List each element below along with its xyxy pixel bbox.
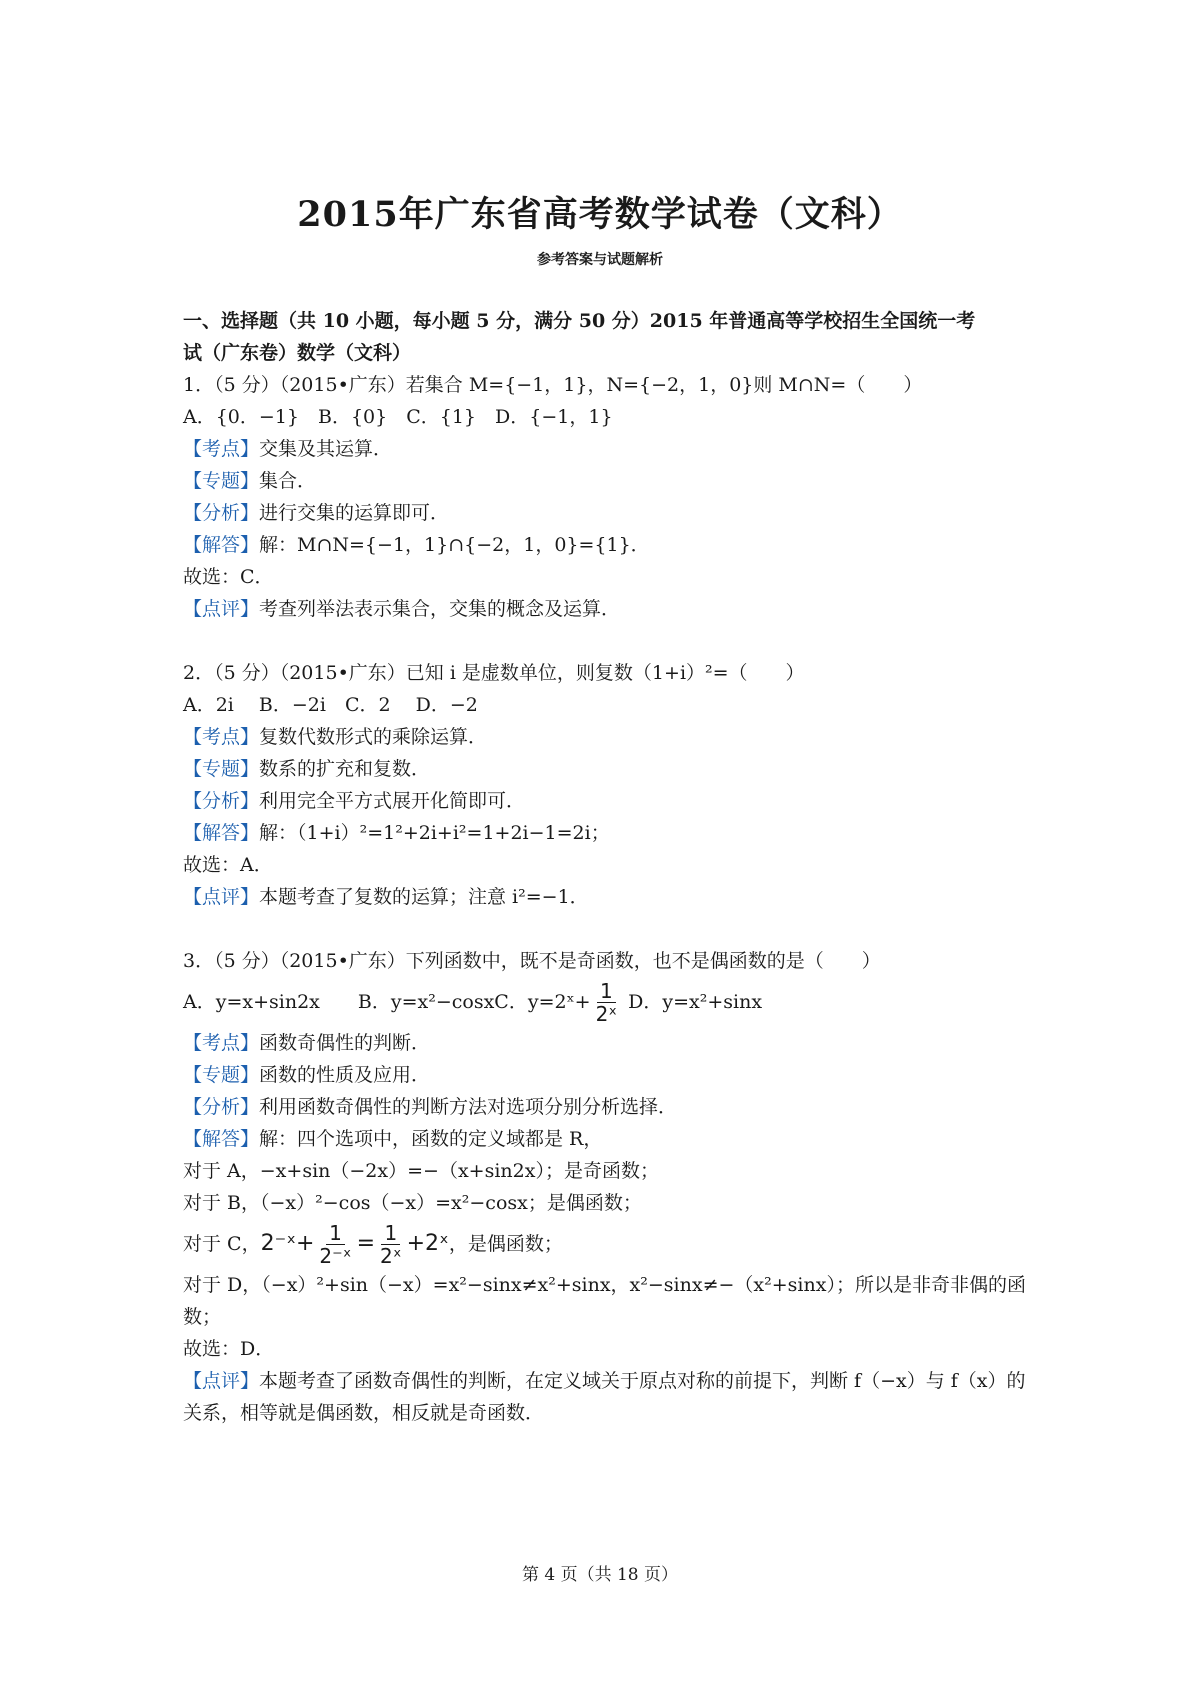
question-2 — [183, 657, 1028, 913]
question-3-stem: 3．（5 分）（2015•广东）下列函数中，既不是奇函数，也不是偶函数的是（ ） — [183, 950, 881, 972]
jieda-text: 解：M∩N={−1，1}∩{−2，1，0}={1}． — [259, 534, 650, 556]
question-2-dianping — [183, 881, 1028, 913]
fraction-numerator: 1 — [326, 1222, 345, 1245]
tag-dianping: 【点评】 — [183, 886, 260, 908]
tag-jieda: 【解答】 — [183, 534, 260, 556]
question-1-stem: 1．（5 分）（2015•广东）若集合 M={﻿−1，1}，N={−2，1，0}则 M∩N=（ ） — [183, 374, 923, 396]
question-2-kaodian — [183, 721, 1028, 753]
tag-zhuanti: 【专题】 — [183, 1064, 260, 1086]
kaodian-text: 函数奇偶性的判断． — [259, 1032, 431, 1054]
question-1-kaodian — [183, 433, 1028, 465]
section-heading-line-2: 试（广东卷）数学（文科） — [183, 342, 412, 364]
question-1-zhuanti — [183, 465, 1028, 497]
tag-zhuanti: 【专题】 — [183, 758, 260, 780]
tag-kaodian: 【考点】 — [183, 726, 260, 748]
tag-kaodian: 【考点】 — [183, 438, 260, 460]
page-footer: 第 4 页（共 18 页） — [521, 1565, 679, 1585]
zhuanti-text: 函数的性质及应用． — [259, 1064, 431, 1086]
question-2-jieda — [183, 817, 1028, 849]
for-c-suffix: ，是偶函数； — [448, 1233, 563, 1255]
tag-jieda: 【解答】 — [183, 822, 260, 844]
question-3-for-a: 对于 A，−x+sin（−2x）=−（x+sin2x）；是奇函数； — [183, 1160, 659, 1182]
for-c-fraction-1 — [316, 1222, 354, 1267]
question-3-jieda — [183, 1123, 1028, 1155]
question-2-fenxi — [183, 785, 1028, 817]
question-1-jieda — [183, 529, 1028, 561]
question-3-dianping — [183, 1365, 1028, 1429]
for-c-equals: = — [356, 1231, 375, 1256]
for-c-prefix: 对于 C， — [183, 1233, 261, 1255]
question-1-choice: 故选：C． — [183, 566, 274, 588]
question-1-dianping — [183, 593, 1028, 625]
fraction-denominator: 2⁻ˣ — [319, 1243, 352, 1268]
question-2-options: A．2i B．−2i C．2 D．−2 — [183, 694, 478, 716]
option-d: D．y=x²+sinx — [628, 991, 763, 1013]
question-1-fenxi — [183, 497, 1028, 529]
zhuanti-text: 数系的扩充和复数． — [259, 758, 431, 780]
question-3-for-d: 对于 D，（−x）²+sin（−x）=x²−sinx≠x²+sinx，x²−sinx≠−（x²+sinx）；所以是非奇非偶的函数； — [183, 1274, 1026, 1328]
question-3 — [183, 945, 1028, 1429]
fraction-numerator: 1 — [381, 1222, 400, 1245]
question-3-options — [183, 977, 1028, 1027]
tag-zhuanti: 【专题】 — [183, 470, 260, 492]
question-2-choice: 故选：A． — [183, 854, 273, 876]
fenxi-text: 进行交集的运算即可． — [259, 502, 450, 524]
tag-dianping: 【点评】 — [183, 598, 260, 620]
question-3-choice: 故选：D． — [183, 1338, 275, 1360]
option-c-fraction — [593, 980, 621, 1025]
section-heading-line-1: 一、选择题（共 10 小题，每小题 5 分，满分 50 分）2015 年普通高等学校招生全国统一考 — [183, 310, 976, 332]
for-c-term-2: +2ˣ — [406, 1231, 449, 1256]
question-3-for-b: 对于 B，（−x）²−cos（−x）=x²−cosx；是偶函数； — [183, 1192, 642, 1214]
spacer — [183, 913, 1028, 945]
main-content — [183, 305, 1028, 1429]
fenxi-text: 利用函数奇偶性的判断方法对选项分别分析选择． — [259, 1096, 678, 1118]
zhuanti-text: 集合． — [259, 470, 317, 492]
fraction-denominator: 2ˣ — [595, 1001, 618, 1026]
jieda-text: 解：（1+i）²=1²+2i+i²=1+2i−1=2i； — [259, 822, 610, 844]
fraction-denominator: 2ˣ — [380, 1243, 402, 1268]
tag-fenxi: 【分析】 — [183, 790, 260, 812]
dianping-text: 考查列举法表示集合，交集的概念及运算． — [259, 598, 621, 620]
section-heading — [183, 305, 1028, 369]
for-c-fraction-2 — [377, 1222, 405, 1267]
page-subtitle: 参考答案与试题解析 — [537, 252, 663, 268]
question-1-options: A．{0．−1} B．{0} C．{1} D．{−1，1} — [183, 406, 613, 428]
dianping-text: 本题考查了函数奇偶性的判断，在定义域关于原点对称的前提下，判断 f（−x）与 f（x）的关系，相等就是偶函数，相反就是奇函数． — [183, 1370, 1026, 1424]
jieda-text: 解：四个选项中，函数的定义域都是 R， — [259, 1128, 603, 1150]
dianping-text: 本题考查了复数的运算；注意 i²=−1． — [259, 886, 589, 908]
question-3-fenxi — [183, 1091, 1028, 1123]
option-c-prefix: C．y=2ˣ+ — [494, 991, 591, 1013]
option-a-b: A．y=x+sin2x B．y=x²−cosx — [183, 991, 495, 1013]
question-3-for-c — [183, 1219, 1028, 1269]
kaodian-text: 复数代数形式的乘除运算． — [259, 726, 488, 748]
fenxi-text: 利用完全平方式展开化简即可． — [259, 790, 526, 812]
tag-kaodian: 【考点】 — [183, 1032, 260, 1054]
kaodian-text: 交集及其运算． — [259, 438, 393, 460]
question-3-zhuanti — [183, 1059, 1028, 1091]
for-c-term-1: 2⁻ˣ+ — [260, 1231, 315, 1256]
question-2-zhuanti — [183, 753, 1028, 785]
question-2-stem: 2．（5 分）（2015•广东）已知 i 是虚数单位，则复数（1+i）²=（ ） — [183, 662, 805, 684]
question-3-kaodian — [183, 1027, 1028, 1059]
question-1 — [183, 369, 1028, 625]
fraction-numerator: 1 — [597, 980, 616, 1003]
tag-dianping: 【点评】 — [183, 1370, 260, 1392]
tag-fenxi: 【分析】 — [183, 1096, 260, 1118]
tag-jieda: 【解答】 — [183, 1128, 260, 1150]
spacer — [183, 625, 1028, 657]
page-title: 2015年广东省高考数学试卷（文科） — [297, 194, 903, 235]
tag-fenxi: 【分析】 — [183, 502, 260, 524]
